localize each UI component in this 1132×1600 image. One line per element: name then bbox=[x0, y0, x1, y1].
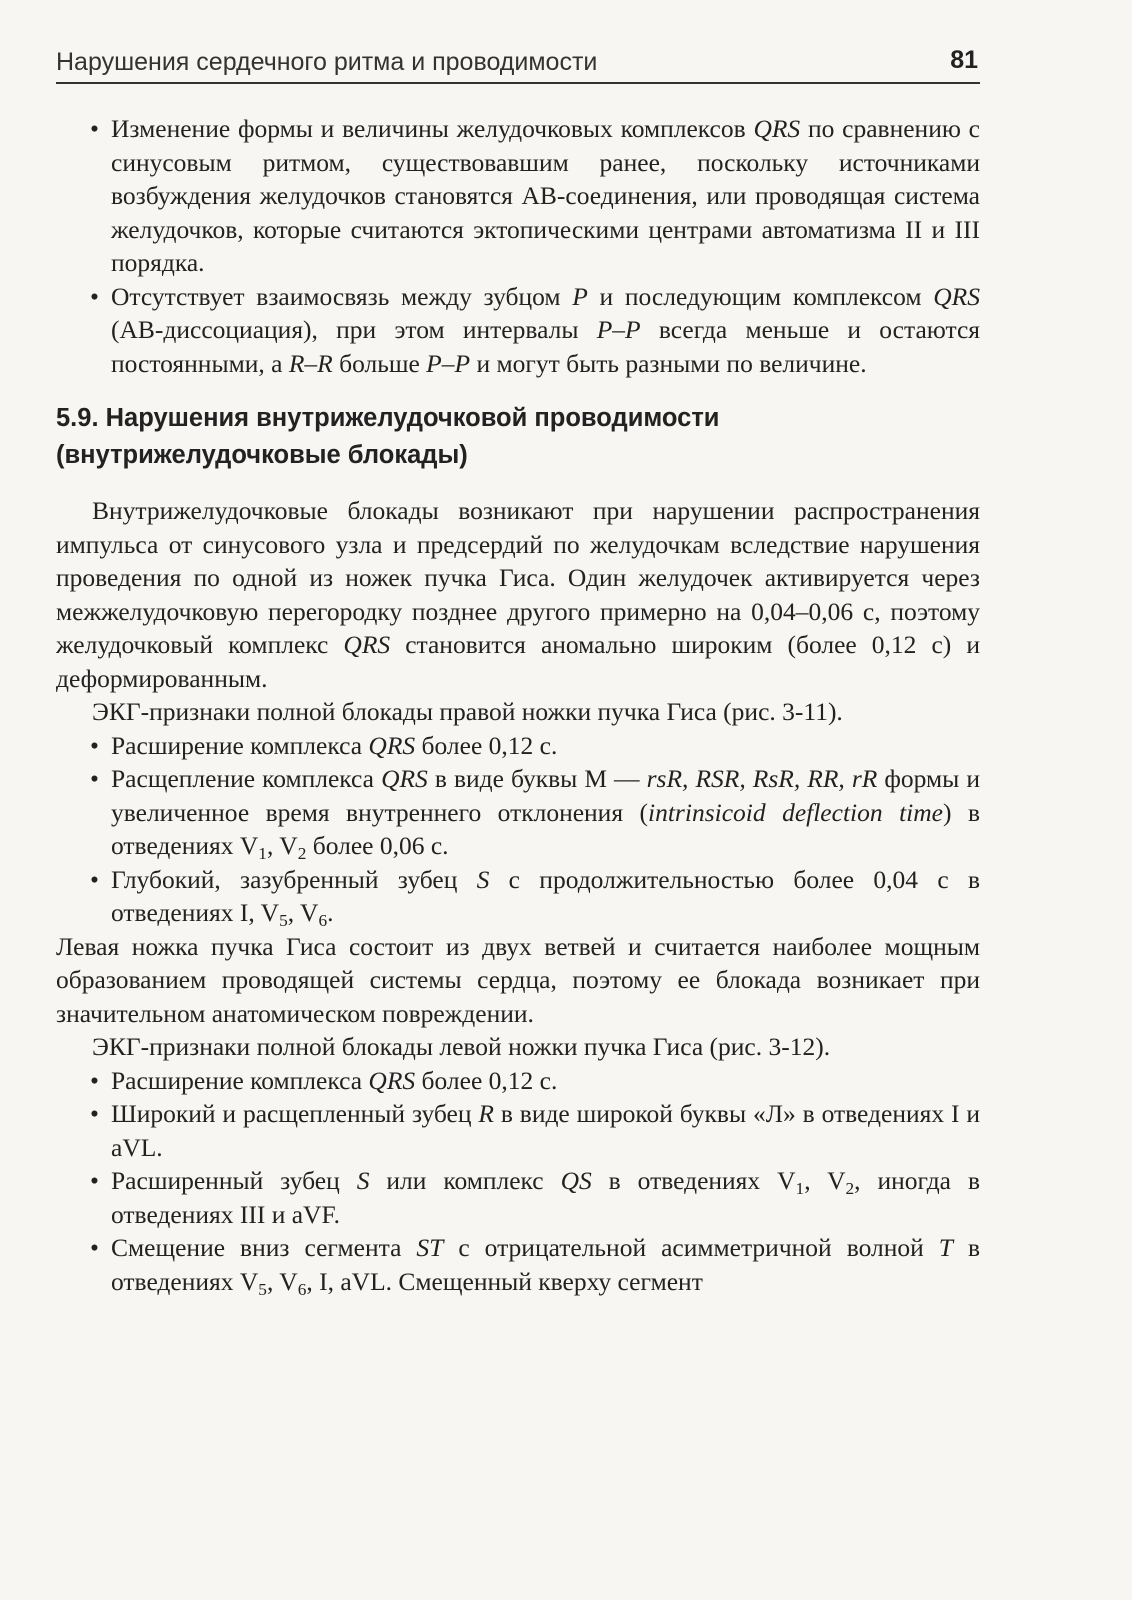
paragraph-left-bundle: Левая ножка пучка Гиса состоит из двух ветвей и считается наиболее мощным образованием проводящей системы сердца, поэтому ее блокада возникает при значительном анатомическом повреждении. bbox=[56, 931, 980, 1028]
bullet-lbbb-s-wave: • Расширенный зубец S или комплекс QS в отведениях $V_1$, $V_2$, иногда в отведениях III и aVF. bbox=[90, 1166, 980, 1229]
bullet-rbbb-s-wave: • Глубокий, зазубренный зубец S с продолжительностью более 0,04 с в отведениях I, $V_5$, $V_6$. bbox=[90, 864, 980, 931]
bullet-lbbb-qrs-width: • Расширение комплекса QRS более 0,12 с. bbox=[56, 1064, 980, 1098]
bullet-marker: • bbox=[90, 1233, 99, 1262]
running-header bbox=[56, 46, 980, 84]
running-header-title: Нарушения сердечного ритма и проводимости bbox=[56, 48, 598, 76]
page-number: 81 bbox=[950, 46, 978, 74]
section-heading: 5.9. Нарушения внутрижелудочковой проводимости (внутрижелудочковые блокады) bbox=[56, 404, 720, 469]
bullet-marker: • bbox=[90, 114, 99, 143]
bullet-rbbb-qrs-width: • Расширение комплекса QRS более 0,12 с. bbox=[56, 729, 980, 763]
bullet-marker: • bbox=[90, 1166, 99, 1195]
paragraph-lbbb-intro: ЭКГ-признаки полной блокады левой ножки пучка Гиса (рис. 3-12). bbox=[92, 1032, 831, 1061]
bullet-rbbb-qrs-split: • Расщепление комплекса QRS в виде буквы М — rsR, RSR, RsR, RR, rR формы и увеличенное время внутреннего отклонения (intrinsicoid deflection time) в отведениях $V_1$, $V_2$ более 0,06 с. bbox=[90, 764, 981, 864]
bullet-lbbb-st-segment: • Смещение вниз сегмента ST с отрицательной асимметричной волной T в отведениях $V_5$, $V_6$, I, aVL. Смещенный кверху сегмент bbox=[90, 1233, 980, 1299]
bullet-marker: • bbox=[90, 730, 99, 760]
bullet-marker: • bbox=[90, 1065, 99, 1095]
page-body bbox=[56, 112, 980, 1298]
bullet-marker: • bbox=[90, 864, 99, 894]
paragraph-intro: Внутрижелудочковые блокады возникают при нарушении распространения импульса от синусового узла и предсердий по желудочкам вследствие нарушения проведения по одной из ножек пучка Гиса. Один желудочек активируется через межжелудочковую перегородку позднее другого примерно на 0,04–0,06 с, поэтому желудочковый комплекс QRS становится аномально широким (более 0,12 с) и деформированным. bbox=[56, 496, 980, 693]
bullet-marker: • bbox=[90, 1099, 99, 1128]
paragraph-rbbb-intro: ЭКГ-признаки полной блокады правой ножки пучка Гиса (рис. 3-11). bbox=[92, 697, 843, 726]
bullet-av-dissociation: • Отсутствует взаимосвязь между зубцом P и последующим комплексом QRS (АВ-диссоциация), при этом интервалы P–P всегда меньше и остаются постоянными, а R–R больше P–P и могут быть разными по величине. bbox=[90, 281, 980, 378]
bullet-marker: • bbox=[90, 764, 99, 793]
bullet-lbbb-r-wave: • Широкий и расщепленный зубец R в виде широкой буквы «Л» в отведениях I и aVL. bbox=[90, 1099, 980, 1162]
bullet-marker: • bbox=[90, 281, 99, 311]
bullet-qrs-shape-change: • Изменение формы и величины желудочковых комплексов QRS по сравнению с синусовым ритмом, существовавшим ранее, поскольку источниками возбуждения желудочков становятся АВ-соединения, или проводящая система желудочков, которые считаются эктопическими центрами автоматизма II и III порядка. bbox=[90, 114, 980, 277]
